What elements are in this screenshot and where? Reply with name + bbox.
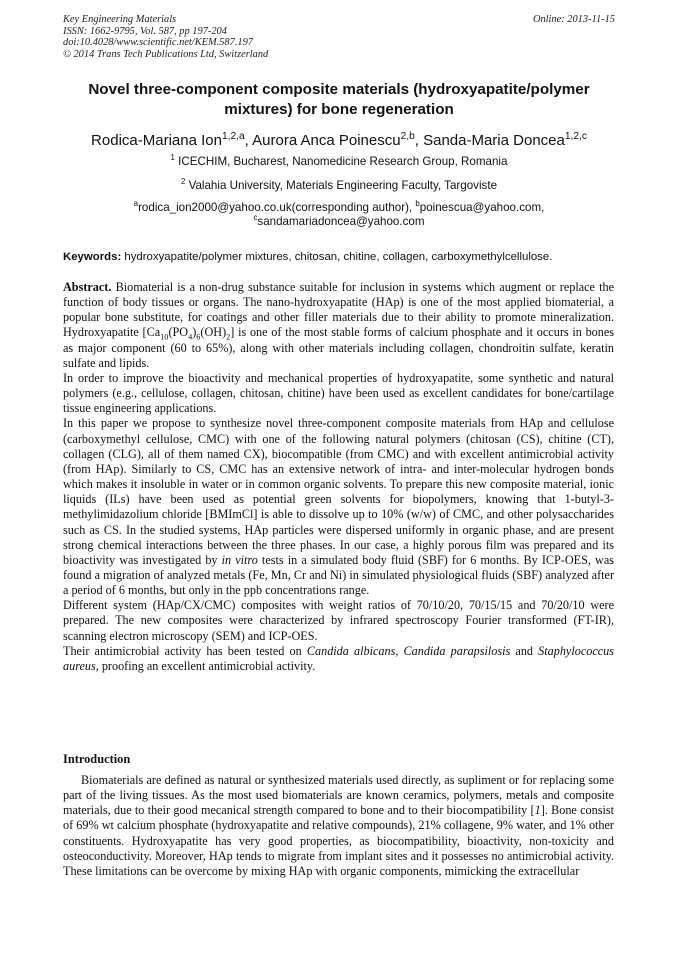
affiliation-2 [40, 179, 638, 193]
abstract-text: ] is one of the most stable forms of calcium phosphate and it occurs in bones as major component (60 to 65%), along with other materials including collagen, chondroitin sulfate, keratin sulfate and lipids. [63, 325, 615, 370]
author-separator: , [414, 132, 424, 149]
author-separator: , [244, 132, 253, 149]
abstract-text: proofing an excellent antimicrobial activity. [98, 658, 316, 673]
abstract-paragraph [63, 416, 614, 598]
author-affiliation-mark: 1,2,a [221, 131, 245, 142]
author-name: Sanda-Maria Doncea [423, 132, 565, 149]
abstract-text: tests in a simulated body fluid (SBF) for 6 months. By ICP-OES, was found a migration of analyzed metals (Fe, Mn, Cr and Ni) in simulated physiological fluids (SBF) analyzed after a period of 6 months, but only in the ppb concentrations range. [63, 552, 615, 598]
affiliation-text: Valahia University, Materials Engineering Faculty, Targoviste [185, 179, 498, 192]
formula-subscript: 2 [226, 332, 231, 342]
abstract-italic: in vitro [221, 552, 258, 567]
formula-subscript: 10 [160, 332, 169, 342]
author-name: Aurora Anca Poinescu [252, 132, 401, 149]
abstract-paragraph [63, 644, 614, 674]
email-mark: c [253, 213, 258, 223]
online-date: Online: 2013-11-15 [532, 14, 615, 25]
email-mark: b [415, 199, 420, 209]
introduction-paragraph [63, 773, 614, 879]
abstract-text: , [395, 643, 404, 658]
email-mark: a [133, 199, 139, 209]
paper-title [60, 80, 618, 120]
author-affiliation-mark: 2,b [400, 131, 415, 142]
email-address[interactable]: sandamariadoncea@yahoo.com [257, 215, 425, 228]
abstract-label: Abstract. [63, 280, 112, 294]
title-line-1: Novel three-component composite materials (hydroxyapatite/polymer [88, 81, 590, 98]
intro-text: Biomaterials are defined as natural or synthesized materials used directly, as supliment or for replacing some part of the living tissues. As the most used biomaterials are known ceramics, polymers, metals and composite materials, due to their good mecanical strength compared to bone and to their biocompatibility [ [63, 773, 614, 818]
abstract-text: Biomaterial is a non-drug substance suitable for inclusion in systems which augment or replace the function of body tissues or organs. The nano-hydroxyapatite (HAp) is one of the most applied biomaterial, a popular bone substitute, for coatings and other filler materials due to their ability to promote mineralization. Hydroxyapatite [Ca [63, 280, 614, 340]
title-line-2: mixtures) for bone regeneration [224, 101, 454, 118]
affiliation-mark: 1 [170, 153, 175, 163]
keywords [63, 250, 619, 264]
abstract-text: In this paper we propose to synthesize novel three-component composite materials from HAp and cellulose (carboxymethyl cellulose, CMC) with one of the following natural polymers (chitosan (CS), chitine (CT), collagen (CLG), all of them named CX), biocompatible (from CMC) and with excellent antimicrobial activity (from HAp). Similarly to CS, CMC has an extensive network of intra- and inter-molecular hydrogen bonds which makes it insoluble in water or in common organic solvents. To prepare this new composite material, ionic liquids (ILs) have been used as potential green solvents for biopolymers, knowing that 1-butyl-3-methylimidazolium chloride [BMImCl] is able to dissolve up to 10% (w/w) of CMC, and other polysaccharides such as CS. In the studied systems, HAp particles were dispersed uniformly in organic phase, and are present strong chemical interactions between the three phases. In our case, a highly porous film was prepared and its bioactivity was investigated by [63, 416, 614, 567]
journal-issn: ISSN: 1662-9795, Vol. 587, pp 197-204 [63, 25, 227, 37]
citation-ref[interactable]: 1 [534, 803, 541, 818]
journal-copyright: © 2014 Trans Tech Publications Ltd, Switzerland [63, 48, 269, 60]
email-address[interactable]: rodica_ion2000@yahoo.co.uk(corresponding author), [138, 201, 416, 214]
journal-header [63, 14, 268, 60]
formula-subscript: 6 [196, 332, 201, 342]
intro-text: ]. Bone consist of 69% wt calcium phosphate (hydroxyapatite and relative compounds), 21% collagene, 9% water, and 1% other constituents. Hydroxyapatite has very good properties, as biocompatibility, bioactivity, non-toxicity and osteoconductivity. Moreover, HAp tends to migrate from implant sites and it possesses no antimicrobial activity. These limitations can be overcome by mixing HAp with organic components, mimicking the extracellular [63, 803, 614, 878]
organism-name: Candida parapsilosis [403, 643, 511, 658]
section-heading-introduction: Introduction [63, 752, 131, 766]
abstract-text: (OH) [200, 325, 227, 340]
formula-subscript: 4 [188, 332, 193, 342]
author-emails [40, 201, 638, 229]
abstract-text: ) [192, 325, 197, 340]
abstract-text: and [510, 643, 539, 658]
abstract-paragraph [63, 280, 614, 371]
abstract-text: Their antimicrobial activity has been tested on [63, 643, 307, 658]
abstract-paragraph: In order to improve the bioactivity and mechanical properties of hydroxyapatite, some synthetic and natural polymers (e.g., cellulose, collagen, chitosan, chitine) have been used as excellent candidates for bone/cartilage tissue engineering applications. [63, 370, 614, 416]
author-affiliation-mark: 1,2,c [564, 131, 587, 142]
abstract-paragraph: Different system (HAp/CX/CMC) composites with weight ratios of 70/10/20, 70/15/15 and 70/20/10 were prepared. The new composites were characterized by infrared spectroscopy Fourier transformed (FT-IR), scanning electron microscopy (SEM) and ICP-OES. [63, 598, 614, 643]
keywords-text: hydroxyapatite/polymer mixtures, chitosan, chitine, collagen, carboxymethylcellulose. [121, 251, 553, 263]
journal-doi: doi:10.4028/www.scientific.net/KEM.587.197 [63, 37, 253, 49]
email-line-1 [40, 201, 638, 215]
author-name: Rodica-Mariana Ion [91, 132, 222, 149]
email-address[interactable]: poinescua@yahoo.com, [419, 201, 545, 214]
organism-name: Candida albicans [306, 643, 396, 658]
affiliation-text: ICECHIM, Bucharest, Nanomedicine Research Group, Romania [174, 155, 508, 168]
author-list [40, 131, 638, 151]
affiliation-mark: 2 [180, 177, 186, 187]
abstract-text: (PO [168, 325, 189, 340]
organism-name: Staphylococcus aureus, [63, 643, 614, 673]
abstract [63, 280, 614, 674]
journal-name: Key Engineering Materials [63, 14, 177, 25]
affiliation-1 [40, 155, 638, 169]
keywords-label: Keywords: [63, 251, 122, 263]
email-line-2 [40, 215, 638, 229]
